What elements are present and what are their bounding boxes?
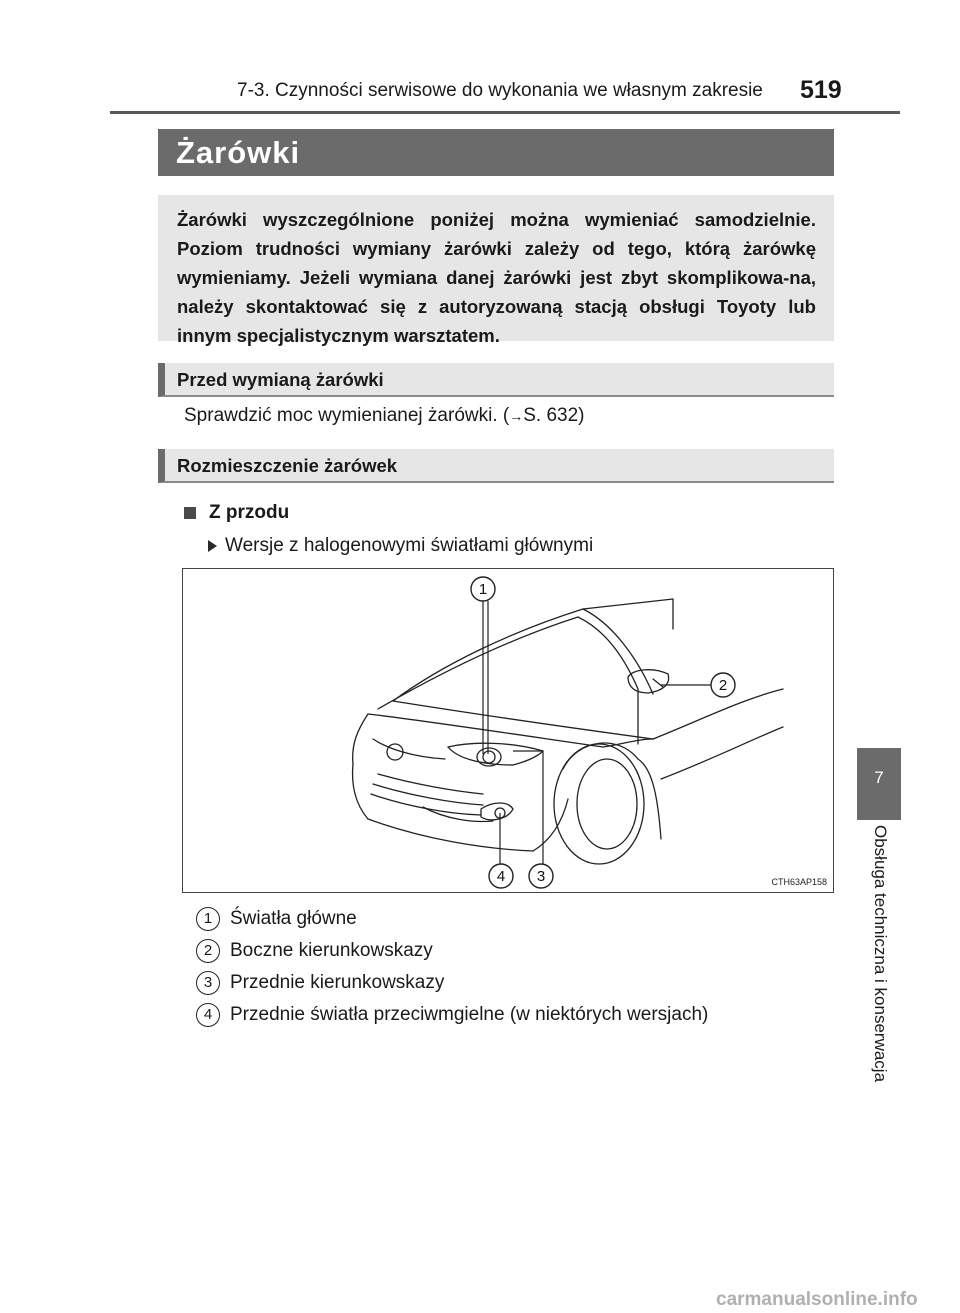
running-header: 7-3. Czynności serwisowe do wykonania we własnym zakresie bbox=[237, 80, 763, 101]
check-text-prefix: Sprawdzić moc wymienianej żarówki. ( bbox=[184, 405, 510, 426]
figure-code: CTH63AP158 bbox=[771, 877, 827, 887]
chapter-tab-label-container bbox=[862, 825, 898, 1125]
reference-arrow-icon: → bbox=[509, 408, 524, 424]
legend-text: Przednie kierunkowskazy bbox=[230, 972, 445, 993]
intro-paragraph: Żarówki wyszczególnione poniżej można wymieniać samodzielnie. Poziom trudności wymiany żarówki zależy od tego, którą żarówkę wymieniamy. Jeżeli wymiana danej żarówki jest zbyt skomplikowa-na, należy skontaktować się z autoryzowaną stacją obsługi Toyoty lub innym specjalistycznym warsztatem. bbox=[158, 195, 834, 341]
car-front-illustration bbox=[182, 568, 834, 893]
watermark: carmanualsonline.info bbox=[716, 1289, 918, 1310]
front-subheading bbox=[184, 502, 289, 524]
legend-item bbox=[196, 967, 444, 999]
header-divider bbox=[110, 111, 900, 114]
legend-item bbox=[196, 903, 357, 935]
page-title: Żarówki bbox=[158, 129, 834, 176]
callout-4: 4 bbox=[496, 868, 506, 885]
chapter-number: 7 bbox=[874, 768, 884, 787]
callout-1: 1 bbox=[478, 581, 488, 598]
callout-3: 3 bbox=[536, 868, 546, 885]
legend-item bbox=[196, 935, 433, 967]
section-heading-bulb-layout: Rozmieszczenie żarówek bbox=[158, 449, 834, 483]
variant-line bbox=[208, 535, 593, 557]
legend-text: Przednie światła przeciwmgielne (w niektórych wersjach) bbox=[230, 1004, 709, 1025]
legend-number: 1 bbox=[196, 907, 220, 931]
legend-number: 4 bbox=[196, 1003, 220, 1027]
front-subheading-label: Z przodu bbox=[209, 502, 290, 523]
legend-text: Boczne kierunkowskazy bbox=[230, 940, 433, 961]
triangle-bullet-icon bbox=[208, 540, 217, 552]
legend-number: 3 bbox=[196, 971, 220, 995]
page-number: 519 bbox=[800, 76, 842, 104]
callout-2: 2 bbox=[718, 677, 728, 694]
power-check-text bbox=[184, 405, 584, 427]
page-reference-link[interactable]: S. 632) bbox=[523, 405, 585, 426]
chapter-label: Obsługa techniczna i konserwacja bbox=[871, 825, 890, 1083]
chapter-tab bbox=[857, 748, 901, 820]
section-heading-before-replacement: Przed wymianą żarówki bbox=[158, 363, 834, 397]
square-bullet-icon bbox=[184, 507, 196, 519]
legend-text: Światła główne bbox=[230, 908, 357, 929]
variant-label: Wersje z halogenowymi światłami głównymi bbox=[225, 535, 594, 556]
legend-number: 2 bbox=[196, 939, 220, 963]
car-drawing bbox=[183, 569, 833, 892]
legend-item bbox=[196, 999, 708, 1031]
